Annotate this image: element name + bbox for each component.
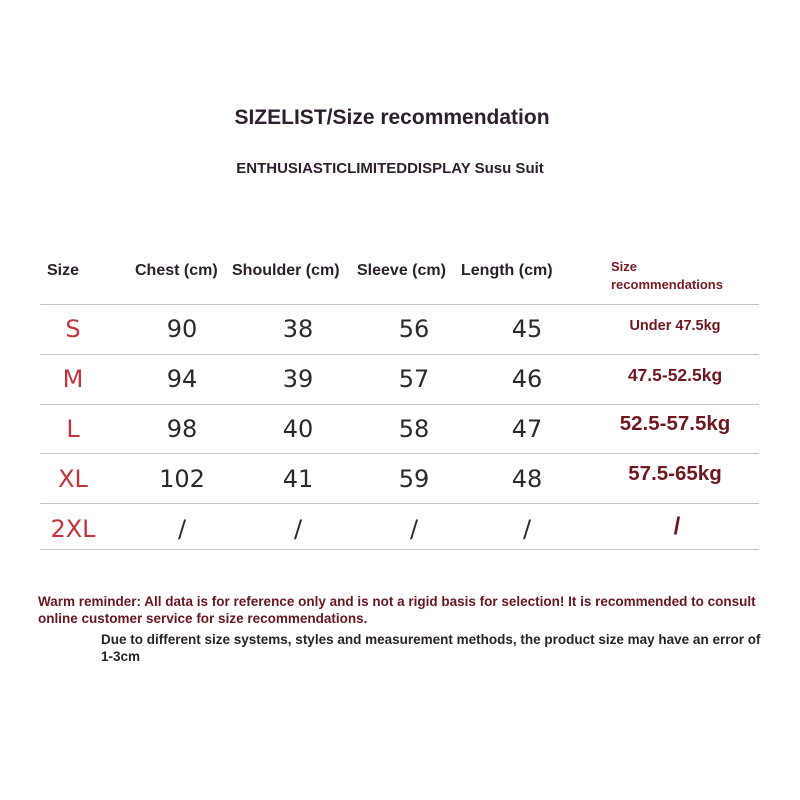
row-size: S [65, 315, 81, 343]
row-sleeve: 59 [398, 465, 430, 493]
header-chest: Chest (cm) [135, 262, 218, 279]
header-rec-line1: Size [611, 259, 638, 274]
row-length: 47 [511, 415, 543, 443]
row-chest: 90 [166, 315, 198, 343]
header-recommendations [611, 258, 723, 294]
row-recommendation: / [673, 513, 681, 540]
table-rule [40, 404, 759, 405]
row-size: M [62, 365, 84, 393]
table-rule [40, 354, 759, 355]
row-shoulder: 39 [282, 365, 314, 393]
table-rule [40, 453, 759, 454]
row-shoulder: 38 [282, 315, 314, 343]
row-recommendation: 52.5-57.5kg [619, 412, 731, 435]
row-shoulder: 40 [282, 415, 314, 443]
page-subtitle: ENTHUSIASTICLIMITEDDISPLAY Susu Suit [236, 160, 544, 177]
size-error-note: Due to different size systems, styles and measurement methods, the product size may have an error of 1-3cm [101, 632, 761, 664]
row-length: / [522, 515, 532, 543]
row-chest: 102 [159, 465, 205, 493]
row-length: 46 [511, 365, 543, 393]
row-length: 48 [511, 465, 543, 493]
row-sleeve: 57 [398, 365, 430, 393]
row-chest: / [177, 515, 187, 543]
table-rule [40, 304, 759, 305]
row-recommendation: Under 47.5kg [629, 318, 721, 334]
row-shoulder: / [293, 515, 303, 543]
row-shoulder: 41 [282, 465, 314, 493]
row-length: 45 [511, 315, 543, 343]
page-title: SIZELIST/Size recommendation [234, 106, 550, 129]
header-size: Size [47, 262, 80, 279]
header-length: Length (cm) [461, 262, 553, 279]
row-chest: 94 [166, 365, 198, 393]
warm-reminder: Warm reminder: All data is for reference only and is not a rigid basis for selection! It is recommended to consult online customer service for size recommendations. [38, 594, 756, 626]
row-size: XL [58, 465, 88, 493]
row-sleeve: 58 [398, 415, 430, 443]
row-sleeve: 56 [398, 315, 430, 343]
row-size: 2XL [50, 515, 96, 543]
row-sleeve: / [409, 515, 419, 543]
row-chest: 98 [166, 415, 198, 443]
header-sleeve: Sleeve (cm) [357, 262, 446, 279]
row-recommendation: 57.5-65kg [628, 462, 722, 485]
row-recommendation: 47.5-52.5kg [627, 365, 723, 385]
header-rec-line2: recommendations [611, 277, 723, 292]
header-shoulder: Shoulder (cm) [232, 262, 340, 279]
table-rule [40, 549, 759, 550]
table-rule [40, 503, 759, 504]
row-size: L [66, 415, 80, 443]
